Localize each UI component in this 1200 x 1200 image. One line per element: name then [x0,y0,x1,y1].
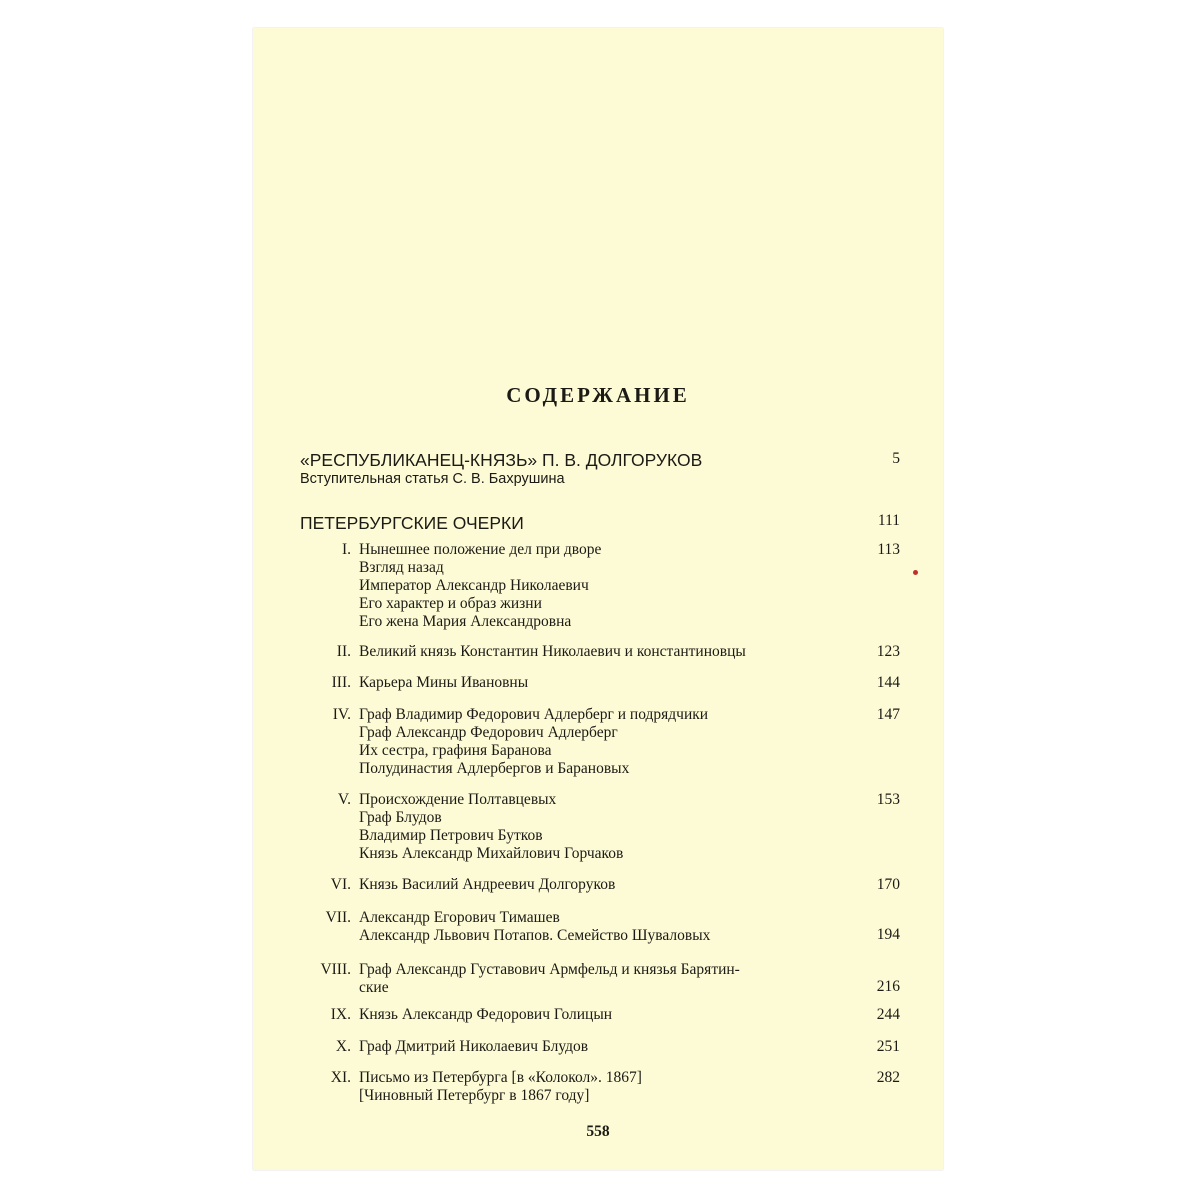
chapter-title-line: Граф Дмитрий Николаевич Блудов [359,1038,589,1055]
chapter-page: 153 [876,791,900,808]
bleed-through-text [300,118,900,388]
chapter-title-line: Князь Александр Михайлович Горчаков [359,845,624,862]
chapter-page: 147 [876,706,900,723]
chapter-title-line: Граф Блудов [359,809,442,826]
chapter-title-line: [Чиновный Петербург в 1867 году] [359,1087,590,1104]
section-page: 111 [877,512,900,529]
chapter-page: 216 [876,978,900,995]
chapter-page: 170 [876,876,900,893]
chapter-title-line: Происхождение Полтавцевых [359,791,557,808]
chapter-number: XI. [330,1069,351,1086]
page-number: 558 [586,1123,610,1140]
article-subtitle: Вступительная статья С. В. Бахрушина [300,471,565,487]
chapter-number: II. [336,643,351,660]
chapter-title-line: Великий князь Константин Николаевич и константиновцы [359,643,746,660]
chapter-title-line: Владимир Петрович Бутков [359,827,543,844]
chapter-title-line: Князь Василий Андреевич Долгоруков [359,876,616,893]
chapter-page: 244 [876,1006,900,1023]
chapter-page: 251 [876,1038,900,1055]
chapter-title-line: Князь Александр Федорович Голицын [359,1006,613,1023]
chapter-title-line: Граф Александр Федорович Адлерберг [359,724,618,741]
contents-heading: СОДЕРЖАНИЕ [506,383,690,407]
chapter-page: 194 [876,926,900,943]
chapter-title-line: Император Александр Николаевич [359,577,589,594]
chapter-number: IX. [330,1006,351,1023]
chapter-title-line: Полудинастия Адлербергов и Барановых [359,760,630,777]
chapter-page: 144 [876,674,900,691]
chapter-title-line: Граф Александр Густавович Армфельд и князья Барятин- [359,961,740,978]
chapter-title-line: ские [359,979,389,996]
chapter-title-line: Его жена Мария Александровна [359,613,572,630]
chapter-number: V. [337,791,351,808]
chapter-number: VII. [325,909,351,926]
chapter-number: X. [335,1038,351,1055]
chapter-number: I. [341,541,351,558]
article-title: «РЕСПУБЛИКАНЕЦ-КНЯЗЬ» П. В. ДОЛГОРУКОВ [300,450,703,470]
chapter-title-line: Александр Егорович Тимашев [359,909,560,926]
chapter-title-line: Его характер и образ жизни [359,595,542,612]
chapter-title-line: Их сестра, графиня Баранова [359,742,552,759]
section-title: ПЕТЕРБУРГСКИЕ ОЧЕРКИ [300,513,524,533]
chapter-number: VI. [330,876,351,893]
chapter-number: VIII. [320,961,351,978]
chapter-page: 282 [876,1069,900,1086]
chapter-number: IV. [332,706,351,723]
chapter-title-line: Граф Владимир Федорович Адлерберг и подрядчики [359,706,709,723]
chapter-title-line: Письмо из Петербурга [в «Колокол». 1867] [359,1069,642,1086]
chapter-page: 123 [876,643,900,660]
chapter-title-line: Александр Львович Потапов. Семейство Шуваловых [359,927,711,944]
chapter-page: 113 [877,541,900,558]
chapter-title-line: Взгляд назад [359,559,444,576]
chapter-title-line: Нынешнее положение дел при дворе [359,541,602,558]
ink-spot [913,570,918,575]
article-page: 5 [892,450,900,467]
chapter-title-line: Карьера Мины Ивановны [359,674,529,691]
chapter-number: III. [331,674,351,691]
